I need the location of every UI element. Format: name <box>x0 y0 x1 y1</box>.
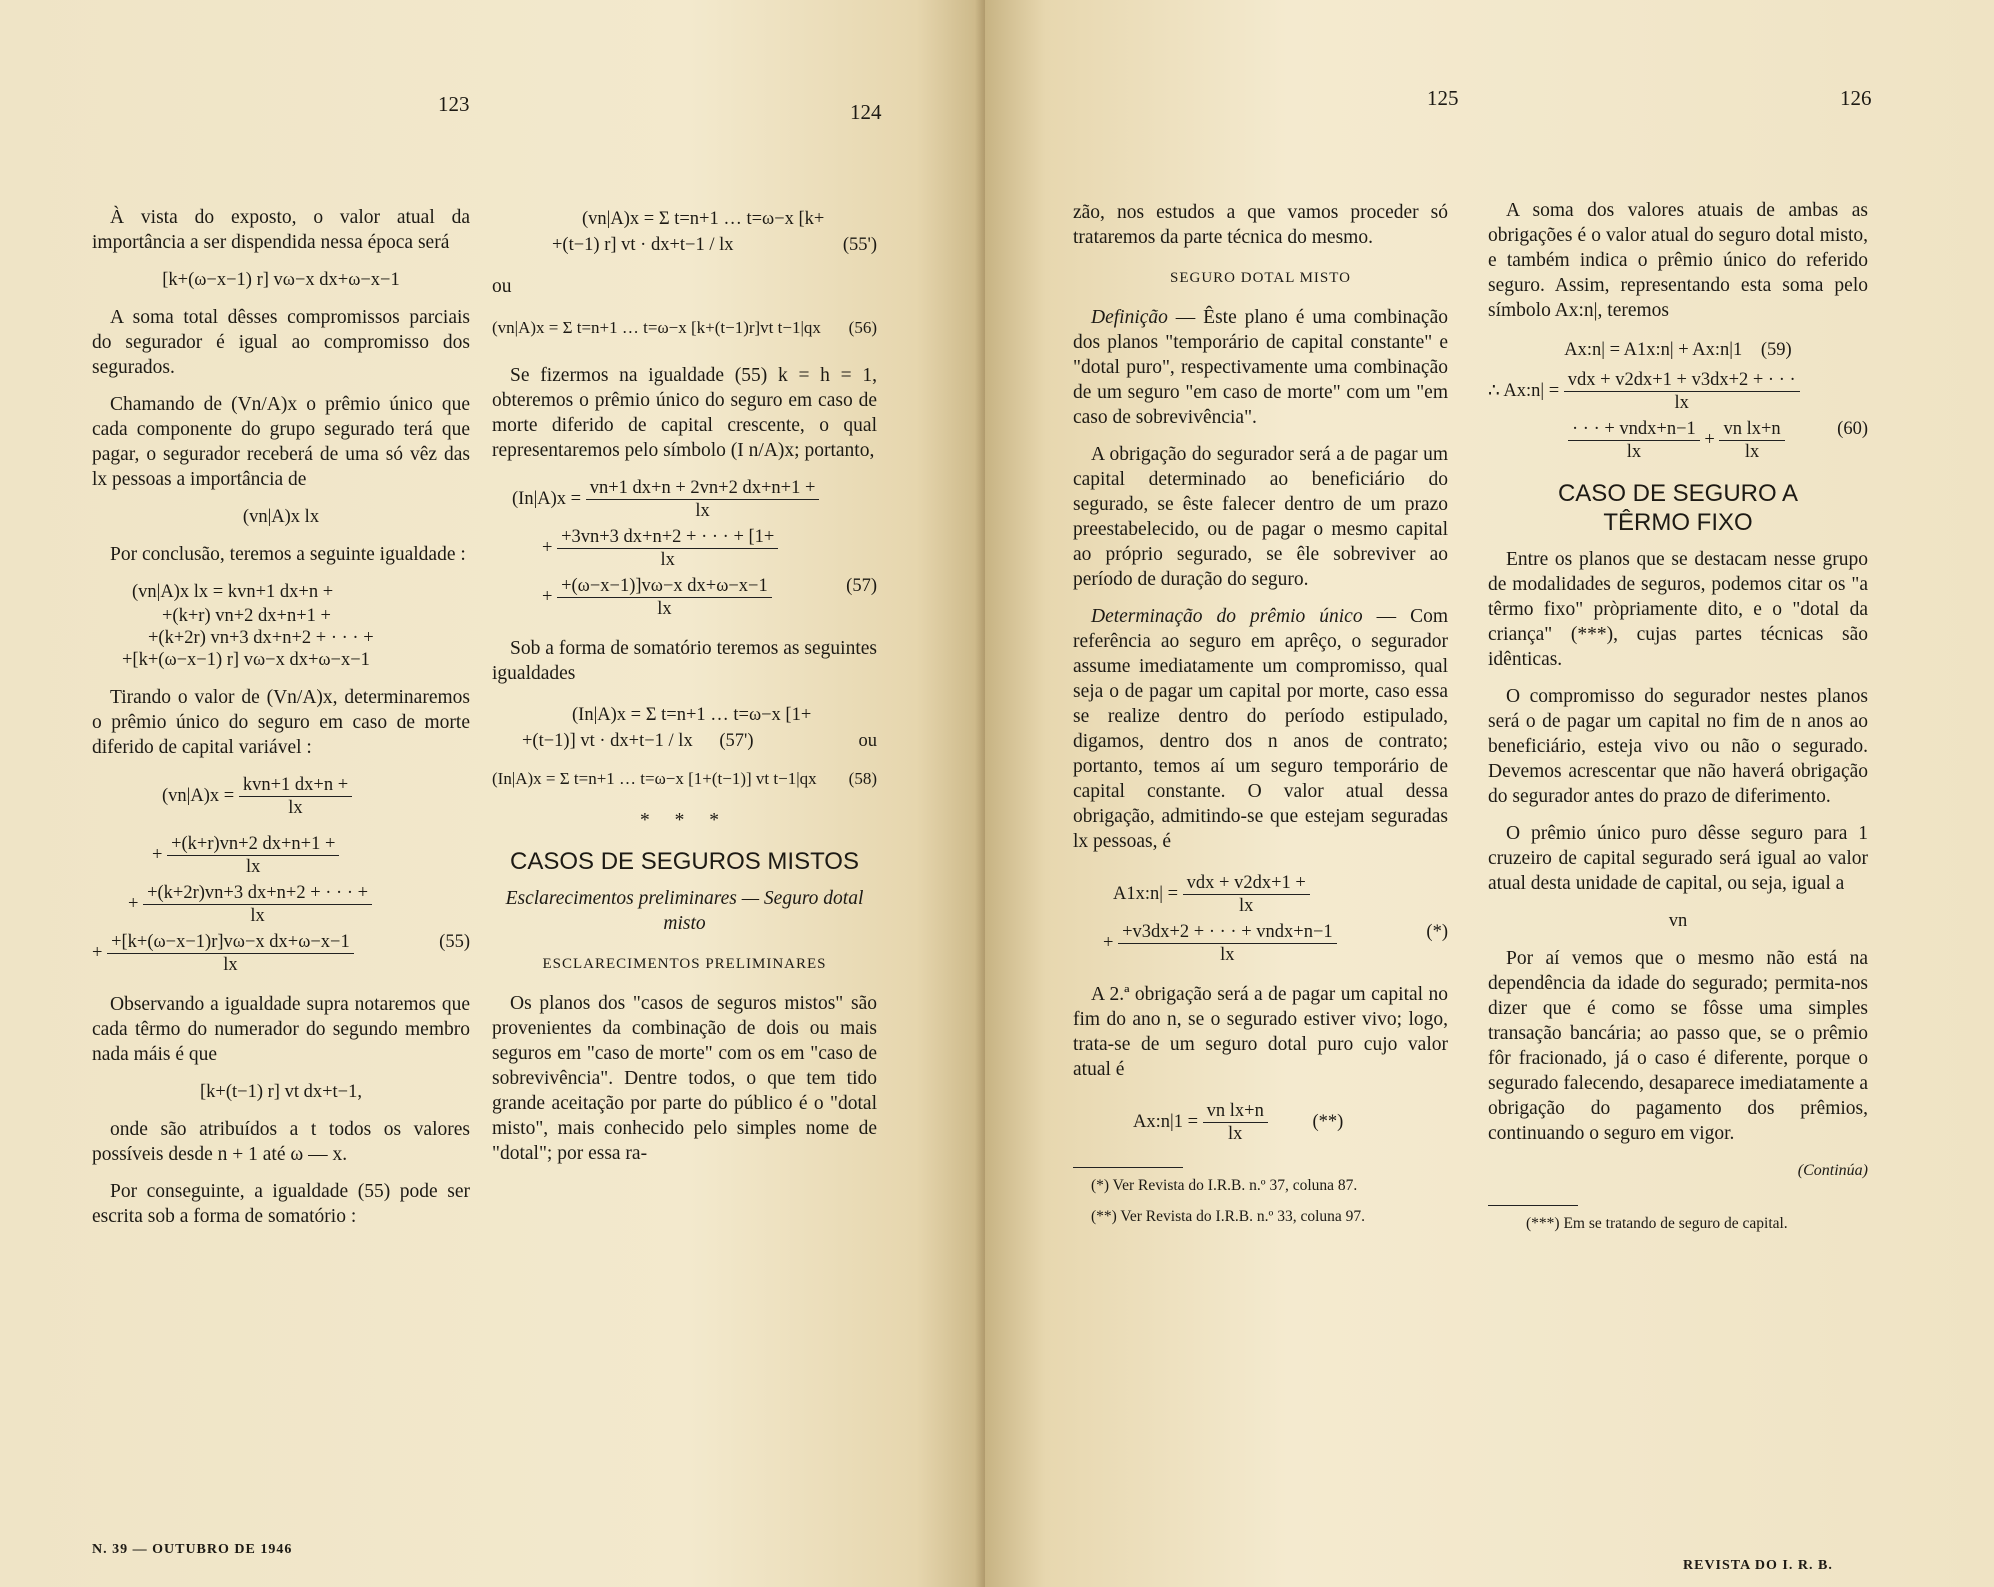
operator: + <box>542 537 553 558</box>
fraction <box>1568 418 1700 463</box>
equation <box>92 833 470 878</box>
numerator: vdx + v2dx+1 + v3dx+2 + · · · <box>1564 369 1800 392</box>
section-heading: CASOS DE SEGUROS MISTOS <box>510 848 859 875</box>
equation <box>492 730 877 752</box>
fraction <box>586 477 820 522</box>
section-subheading: Esclarecimentos preliminares — Seguro dotal misto <box>505 888 864 934</box>
equation <box>492 526 877 571</box>
fraction <box>1203 1100 1268 1145</box>
numerator: +(k+2r)vn+3 dx+n+2 + · · · + <box>143 882 372 905</box>
equation-body: (In|A)x = Σ t=n+1 … t=ω−x [1+(t−1)] vt t−1|qx <box>492 769 817 788</box>
equation-lhs: A1x:n| = <box>1113 883 1179 904</box>
paragraph-text: — Com referência ao seguro em aprêço, o segurador assume imediatamente um compromisso, qual seja o de pagar um capital por morte, caso essa se realize dentro do período estipulado, digamos, dentro dos n anos de contrato; portanto, temos aí um seguro temporário de capital constante. O valor atual dessa obrigação, admitindo-se que estejam seguradas lx pessoas, é <box>1073 606 1448 852</box>
operator: + <box>128 893 139 914</box>
continued-note: (Continúa) <box>1797 1162 1868 1179</box>
numerator: +[k+(ω−x−1)r]vω−x dx+ω−x−1 <box>107 931 354 954</box>
denominator: lx <box>657 599 672 619</box>
denominator: lx <box>1674 393 1689 413</box>
equation: [k+(t−1) r] vt dx+t−1, <box>200 1082 362 1102</box>
fraction <box>107 931 354 976</box>
equation: (In|A)x = Σ t=n+1 … t=ω−x [1+ <box>572 705 812 725</box>
denominator: lx <box>1239 896 1254 916</box>
paragraph: Por aí vemos que o mesmo não está na dependência da idade do segurado; permita-nos dizer que é como se fôsse uma simples transação bancária; ao passo que, se o prêmio fôr fracionado, já o caso é diferente, porque o segurado falecendo, desaparece imediatamente a obrigação do pagamento dos prêmios, continuando o seguro em vigor. <box>1488 948 1868 1144</box>
paragraph: A soma dos valores atuais de ambas as obrigações é o valor atual do seguro dotal misto, e também indica o prêmio único do referido seguro. Assim, representando esta soma pelo símbolo Ax:n|, teremos <box>1488 200 1868 321</box>
fraction <box>1719 418 1784 463</box>
equation-number: (57') <box>719 731 754 751</box>
left-page <box>0 0 985 1587</box>
equation-body: Ax:n| = A1x:n| + Ax:n|1 <box>1564 340 1743 360</box>
section-caps-heading: SEGURO DOTAL MISTO <box>1170 270 1351 286</box>
column-1 <box>92 205 470 1241</box>
equation <box>1073 921 1448 966</box>
equation <box>492 234 877 256</box>
numerator: kvn+1 dx+n + <box>239 774 352 797</box>
run-in-heading: Definição <box>1091 307 1168 328</box>
paragraph: O compromisso do segurador nestes planos será o de pagar um capital no fim de n anos ao beneficiário, esteja vivo ou não o segurado. Devemos acrescentar que não haverá obrigação do segurador antes do prazo de diferimento. <box>1488 686 1868 807</box>
numerator: +(ω−x−1)]vω−x dx+ω−x−1 <box>557 575 772 598</box>
equation-lhs: (In|A)x = <box>512 488 582 509</box>
paragraph: O prêmio único puro dêsse seguro para 1 cruzeiro de capital segurado será igual ao valor atual desta unidade de capital, ou seja, igual a <box>1488 823 1868 894</box>
equation <box>92 931 470 976</box>
numerator: vn lx+n <box>1203 1100 1268 1123</box>
operator: + <box>542 586 553 607</box>
equation <box>1488 369 1868 414</box>
column-3 <box>1073 200 1448 1238</box>
equation <box>92 882 470 927</box>
equation-number: (*) <box>1426 922 1448 942</box>
footer-issue: N. 39 — OUTUBRO DE 1946 <box>92 1542 293 1557</box>
footnote-rule <box>1073 1167 1183 1168</box>
column-2 <box>492 208 877 1178</box>
equation: (vn|A)x lx = kvn+1 dx+n + <box>132 582 334 602</box>
equation-number: (58) <box>848 769 877 788</box>
equation: (vn|A)x = Σ t=n+1 … t=ω−x [k+ <box>582 209 825 229</box>
operator: + <box>152 844 163 865</box>
fraction <box>557 575 772 620</box>
denominator: lx <box>1744 442 1760 462</box>
denominator: lx <box>250 906 265 926</box>
equation: +(k+r) vn+2 dx+n+1 + <box>162 606 331 626</box>
footnote: (**) Ver Revista do I.R.B. n.º 33, coluna 97. <box>1091 1208 1366 1225</box>
footnote-rule <box>1488 1205 1578 1206</box>
equation <box>1488 418 1868 463</box>
paragraph: ou <box>492 276 512 297</box>
equation <box>492 477 877 522</box>
equation-number: (59) <box>1760 340 1792 360</box>
equation-number: (**) <box>1312 1111 1344 1132</box>
numerator: vdx + v2dx+1 + <box>1183 872 1310 895</box>
equation-body: (vn|A)x = Σ t=n+1 … t=ω−x [k+(t−1)r]vt t−1|qx <box>492 318 821 337</box>
paragraph-text: — Êste plano é uma combinação dos planos "temporário de capital constante" e "dotal puro", respectivamente uma combinação de um seguro "em caso de morte" com um "em caso de sobrevivência". <box>1073 307 1448 428</box>
run-in-heading: Determinação do prêmio único <box>1091 606 1363 627</box>
equation: +[k+(ω−x−1) r] vω−x dx+ω−x−1 <box>122 650 370 670</box>
paragraph: Se fizermos na igualdade (55) k = h = 1, obteremos o prêmio único do seguro em caso de morte diferido de capital crescente, o qual representaremos pelo símbolo (I n/A)x; portanto, <box>492 365 877 461</box>
paragraph: Sob a forma de somatório teremos as seguintes igualdades <box>492 638 877 684</box>
equation <box>1488 339 1868 361</box>
paragraph: zão, nos estudos a que vamos proceder só trataremos da parte técnica do mesmo. <box>1073 202 1448 248</box>
equation <box>1073 1100 1448 1145</box>
equation-number: (60) <box>1837 419 1868 439</box>
page-number-126: 126 <box>1840 86 1872 110</box>
equation <box>492 317 877 339</box>
fraction <box>557 526 778 571</box>
equation <box>492 575 877 620</box>
fraction <box>143 882 372 927</box>
page-number-124: 124 <box>850 100 882 124</box>
paragraph: A soma total dêsses compromissos parciais do segurador é igual ao compromisso dos segurados. <box>92 307 470 378</box>
section-heading: CASO DE SEGURO A TÊRMO FIXO <box>1557 480 1799 536</box>
denominator: lx <box>223 955 238 975</box>
section-separator: * * * <box>640 810 729 831</box>
denominator: lx <box>246 857 261 877</box>
paragraph: Chamando de (Vn/A)x o prêmio único que cada componente do grupo segurado terá que pagar, o segurador receberá de uma só vêz das lx pessoas a importância de <box>92 394 470 490</box>
paragraph: Entre os planos que se destacam nesse grupo de modalidades de seguros, podemos citar os "a têrmo fixo" pròpriamente dito, e o "dotal da criança" (***), cujas partes técnicas são idênticas. <box>1488 549 1868 670</box>
equation-lhs: ∴ Ax:n| = <box>1488 380 1560 401</box>
paragraph: onde são atribuídos a t todos os valores possíveis desde n + 1 até ω — x. <box>92 1119 470 1165</box>
equation-number: (57) <box>846 576 877 596</box>
equation-number: (55) <box>439 932 470 952</box>
page-number-123: 123 <box>438 92 470 116</box>
operator: + <box>1103 932 1114 953</box>
fraction <box>167 833 339 878</box>
paragraph <box>1073 604 1448 854</box>
fraction <box>239 774 352 819</box>
paragraph <box>1073 305 1448 430</box>
denominator: lx <box>288 798 303 818</box>
paragraph: Por conseguinte, a igualdade (55) pode ser escrita sob a forma de somatório : <box>92 1181 470 1227</box>
numerator: vn lx+n <box>1719 418 1784 441</box>
numerator: +3vn+3 dx+n+2 + · · · + [1+ <box>557 526 778 549</box>
equation-lhs: (vn|A)x = <box>162 785 235 806</box>
equation: +(k+2r) vn+3 dx+n+2 + · · · + <box>148 628 374 648</box>
fraction <box>1564 369 1800 414</box>
section-caps-heading: ESCLARECIMENTOS PRELIMINARES <box>542 956 827 972</box>
numerator: vn+1 dx+n + 2vn+2 dx+n+1 + <box>586 477 820 500</box>
fraction <box>1118 921 1337 966</box>
equation: [k+(ω−x−1) r] vω−x dx+ω−x−1 <box>162 270 400 290</box>
equation <box>1073 872 1448 917</box>
numerator: +(k+r)vn+2 dx+n+1 + <box>167 833 339 856</box>
equation: (vn|A)x lx <box>242 507 320 527</box>
paragraph: A obrigação do segurador será a de pagar um capital determinado ao beneficiário do segurado, se êste falecer dentro de um prazo preestabelecido, ou de pagar o mesmo capital ao próprio segurado, se êle sobreviver ao período de duração do seguro. <box>1073 444 1448 590</box>
footnote: (***) Em se tratando de seguro de capital. <box>1526 1215 1788 1232</box>
denominator: lx <box>695 501 710 521</box>
paragraph: Os planos dos "casos de seguros mistos" são provenientes da combinação de dois ou mais seguros em "caso de morte" com os em "caso de sobrevivência". Dentre todos, o que tem tido grande aceitação por parte do público é o "dotal misto", mais conhecido pelo simples nome de "dotal"; por essa ra- <box>492 993 877 1164</box>
equation <box>492 768 877 790</box>
denominator: lx <box>660 550 675 570</box>
denominator: lx <box>1220 945 1235 965</box>
page-number-125: 125 <box>1427 86 1459 110</box>
right-page <box>985 0 1994 1587</box>
operator: + <box>1704 429 1715 450</box>
paragraph: Por conclusão, teremos a seguinte igualdade : <box>110 544 466 565</box>
footer-journal: REVISTA DO I. R. B. <box>1683 1558 1833 1573</box>
equation-lhs: Ax:n|1 = <box>1133 1111 1199 1132</box>
equation-body: +(t−1) r] vt · dx+t−1 / lx <box>552 235 734 255</box>
column-4 <box>1488 198 1868 1245</box>
paragraph: Observando a igualdade supra notaremos que cada têrmo do numerador do segundo membro nada máis é que <box>92 994 470 1065</box>
paragraph: À vista do exposto, o valor atual da importância a ser dispendida nessa época será <box>92 207 470 253</box>
numerator: +v3dx+2 + · · · + vndx+n−1 <box>1118 921 1337 944</box>
equation-number: (56) <box>848 318 877 337</box>
equation-body: +(t−1)] vt · dx+t−1 / lx <box>522 731 693 751</box>
paragraph: Tirando o valor de (Vn/A)x, determinaremos o prêmio único do seguro em caso de morte diferido de capital variável : <box>92 687 470 758</box>
equation-55 <box>92 774 470 819</box>
numerator: · · · + vndx+n−1 <box>1568 418 1700 441</box>
footnote: (*) Ver Revista do I.R.B. n.º 37, coluna 87. <box>1091 1177 1358 1194</box>
connector-text: ou <box>858 731 877 751</box>
equation: vn <box>1668 911 1688 931</box>
operator: + <box>92 942 103 963</box>
paragraph: A 2.ª obrigação será a de pagar um capital no fim do ano n, se o segurado estiver vivo; logo, trata-se de um seguro dotal puro cujo valor atual é <box>1073 984 1448 1080</box>
denominator: lx <box>1228 1124 1243 1144</box>
equation-number: (55') <box>842 235 877 255</box>
denominator: lx <box>1626 442 1642 462</box>
fraction <box>1183 872 1310 917</box>
